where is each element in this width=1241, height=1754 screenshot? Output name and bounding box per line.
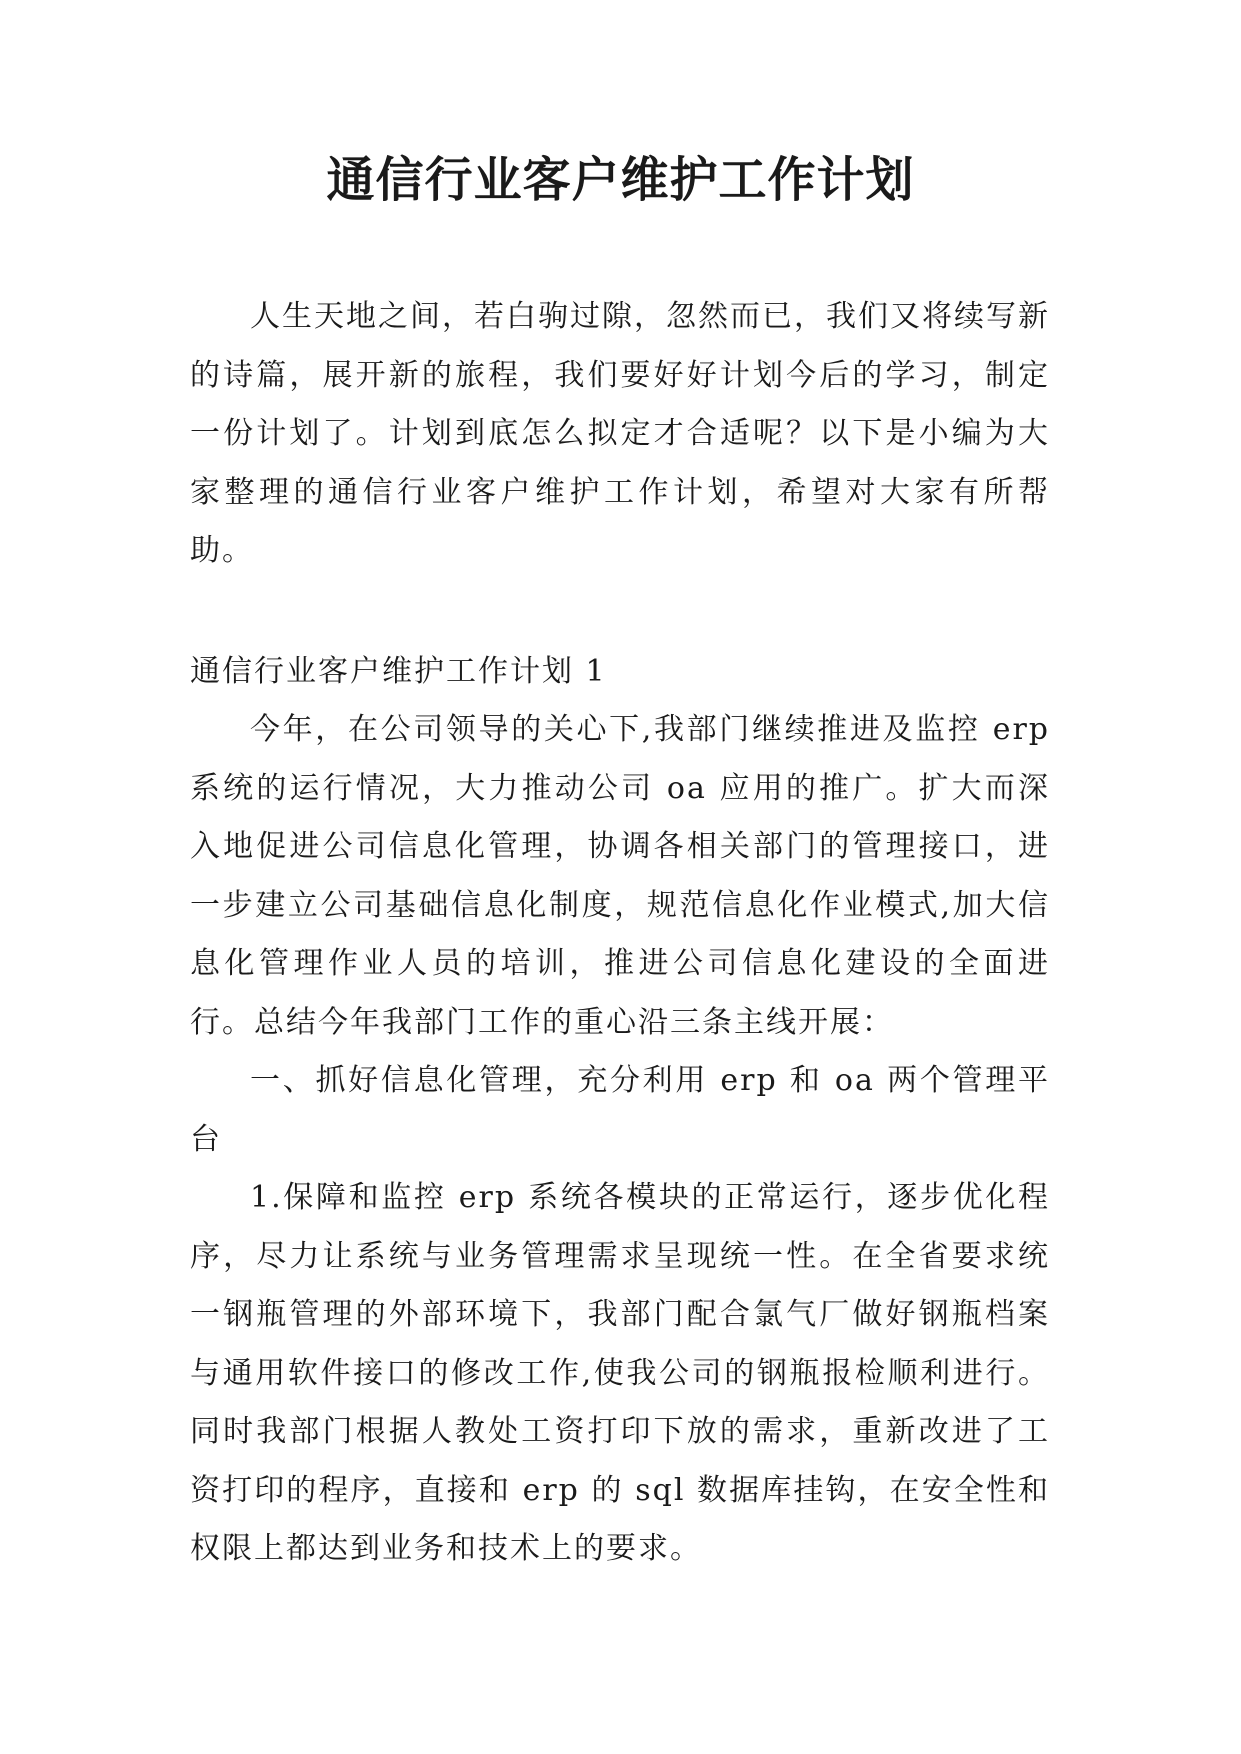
intro-paragraph: 人生天地之间，若白驹过隙，忽然而已，我们又将续写新的诗篇，展开新的旅程，我们要好好计划今后的学习，制定一份计划了。计划到底怎么拟定才合适呢？以下是小编为大家整理的通信行业客户维护工作计划，希望对大家有所帮助。	[190, 299, 1050, 568]
body-paragraph-1: 今年，在公司领导的关心下,我部门继续推进及监控 erp 系统的运行情况，大力推动公司 oa 应用的推广。扩大而深入地促进公司信息化管理，协调各相关部门的管理接口，进一步建立公司基础信息化制度，规范信息化作业模式,加大信息化管理作业人员的培训，推进公司信息化建设的全面进行。总结今年我部门工作的重心沿三条主线开展：	[190, 712, 1050, 1040]
section-heading: 通信行业客户维护工作计划 1	[190, 653, 607, 689]
section-spacer	[190, 581, 1050, 643]
document-body	[190, 288, 1050, 1579]
document-title: 通信行业客户维护工作计划	[326, 152, 915, 208]
subheading-1: 一、抓好信息化管理，充分利用 erp 和 oa 两个管理平台	[190, 1063, 1050, 1157]
body-paragraph-2: 1.保障和监控 erp 系统各模块的正常运行，逐步优化程序，尽力让系统与业务管理需求呈现统一性。在全省要求统一钢瓶管理的外部环境下，我部门配合氯气厂做好钢瓶档案与通用软件接口的修改工作,使我公司的钢瓶报检顺利进行。同时我部门根据人教处工资打印下放的需求，重新改进了工资打印的程序，直接和 erp 的 sql 数据库挂钩，在安全性和权限上都达到业务和技术上的要求。	[190, 1180, 1050, 1566]
